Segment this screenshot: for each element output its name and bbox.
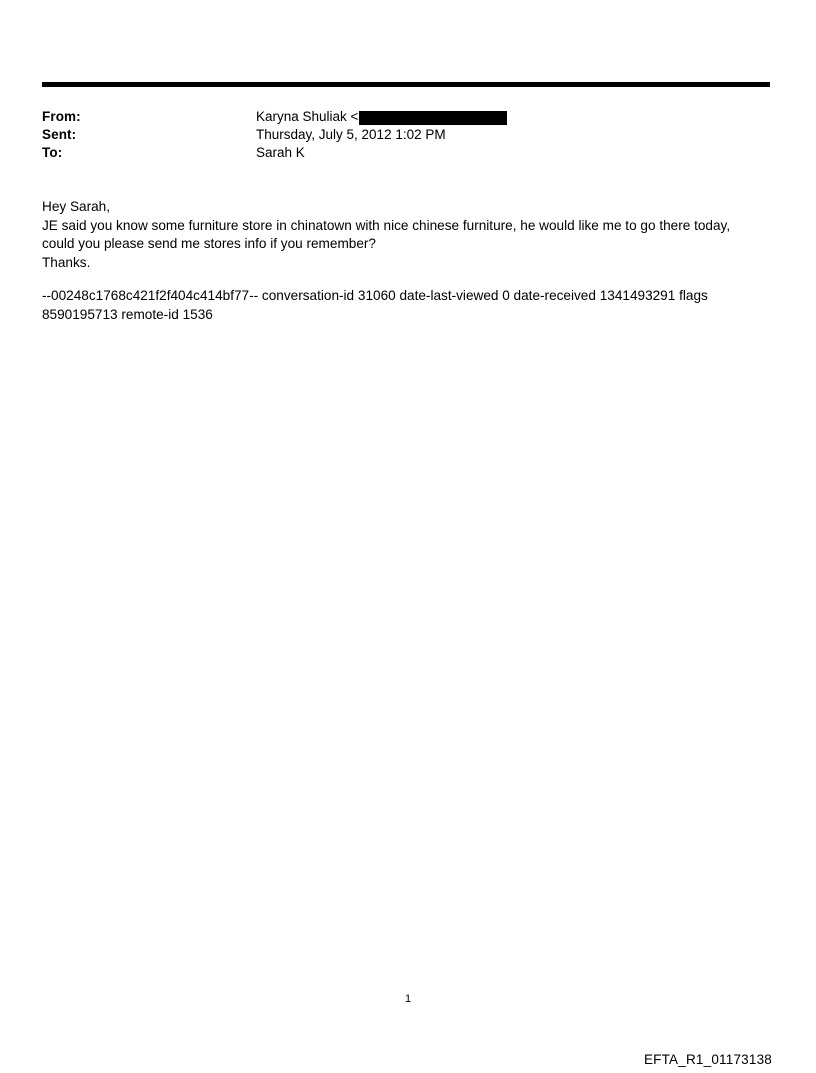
header-row-sent (42, 126, 772, 144)
header-value-from (256, 108, 507, 126)
header-row-to (42, 144, 772, 162)
bates-number: EFTA_R1_01173138 (643, 1052, 772, 1067)
sender-name: Karyna Shuliak < (256, 109, 359, 124)
redaction-bar (359, 111, 507, 125)
header-divider-rule (42, 82, 770, 87)
header-label-from: From: (42, 109, 81, 124)
body-line-2: could you please send me stores info if you remember? (42, 236, 376, 252)
header-label-to: To: (42, 145, 63, 160)
header-value-sent: Thursday, July 5, 2012 1:02 PM (256, 127, 446, 142)
header-value-to: Sarah K (256, 145, 305, 160)
email-metadata-line: --00248c1768c421f2f404c414bf77-- conversation-id 31060 date-last-viewed 0 date-received 1341493291 flags 8590195713 remote-id 1536 (42, 288, 708, 322)
body-closing: Thanks. (42, 254, 91, 270)
header-label-sent: Sent: (42, 127, 77, 142)
header-row-from (42, 108, 772, 126)
body-greeting: Hey Sarah, (42, 199, 111, 214)
page-number: 1 (404, 993, 412, 1005)
body-line-1: JE said you know some furniture store in chinatown with nice chinese furniture, he would like me to go there today, (42, 217, 731, 233)
email-header-block (42, 108, 772, 162)
email-body (42, 198, 752, 272)
